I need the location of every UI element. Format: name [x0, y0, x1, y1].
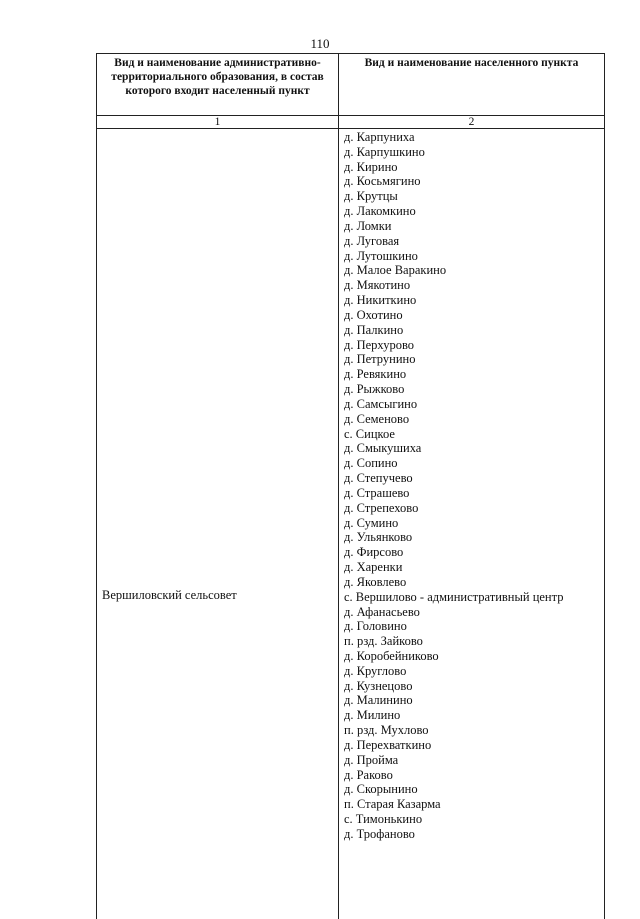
list-item: д. Раково — [344, 767, 393, 782]
list-item: д. Головино — [344, 619, 407, 634]
district-name: Вершиловский сельсовет — [102, 588, 237, 602]
list-item: п. рзд. Зайково — [344, 634, 423, 649]
list-item: п. Старая Казарма — [344, 797, 441, 812]
list-item: д. Перхурово — [344, 337, 415, 352]
settlements-table — [96, 53, 605, 919]
list-item: д. Малое Варакино — [344, 263, 447, 278]
list-item: д. Ломки — [344, 218, 392, 233]
list-item: д. Петрунино — [344, 352, 416, 367]
header-settlement: Вид и наименование населенного пункта — [339, 54, 605, 116]
list-item: д. Харенки — [344, 560, 403, 575]
list-item: д. Пройма — [344, 752, 399, 767]
list-item: д. Сопино — [344, 456, 398, 471]
list-item: д. Карпушкино — [344, 144, 425, 159]
list-item: д. Страшево — [344, 485, 410, 500]
table-row — [97, 129, 605, 919]
header-admin-unit: Вид и наименование административно-территориального образования, в состав которого входит населенный пункт — [97, 54, 339, 116]
list-item: д. Кузнецово — [344, 678, 413, 693]
column-number-2: 2 — [339, 116, 605, 129]
list-item: д. Смыкушиха — [344, 441, 422, 456]
list-item: д. Яковлево — [344, 574, 407, 589]
list-item: д. Косьмягино — [344, 174, 421, 189]
column-number-row — [97, 116, 605, 129]
list-item: с. Вершилово - административный центр — [344, 589, 564, 604]
list-item: с. Тимонькино — [344, 812, 423, 827]
column-number-1: 1 — [97, 116, 339, 129]
header-row — [97, 54, 605, 116]
list-item: п. рзд. Мухлово — [344, 723, 429, 738]
list-item: д. Лакомкино — [344, 204, 416, 219]
settlement-list — [339, 129, 604, 842]
list-item: д. Сумино — [344, 515, 399, 530]
list-item: д. Крутцы — [344, 189, 398, 204]
list-item: д. Семеново — [344, 411, 410, 426]
list-item: д. Палкино — [344, 322, 404, 337]
list-item: д. Фирсово — [344, 545, 404, 560]
list-item: д. Перехваткино — [344, 737, 432, 752]
list-item: д. Ревякино — [344, 367, 407, 382]
list-item: д. Малинино — [344, 693, 413, 708]
list-item: д. Скорынино — [344, 782, 418, 797]
list-item: д. Стрепехово — [344, 500, 419, 515]
list-item: д. Трофаново — [344, 826, 415, 841]
list-item: д. Кирино — [344, 159, 398, 174]
list-item: д. Самсыгино — [344, 396, 418, 411]
list-item: д. Карпуниха — [344, 130, 415, 144]
list-item: д. Никиткино — [344, 293, 417, 308]
list-item: с. Сицкое — [344, 426, 395, 441]
settlement-cell — [339, 129, 605, 919]
list-item: д. Луговая — [344, 233, 400, 248]
list-item: д. Степучево — [344, 471, 413, 486]
list-item: д. Коробейниково — [344, 648, 439, 663]
admin-unit-cell — [97, 129, 339, 919]
list-item: д. Рыжково — [344, 382, 405, 397]
list-item: д. Круглово — [344, 663, 407, 678]
list-item: д. Милино — [344, 708, 401, 723]
list-item: д. Мякотино — [344, 278, 411, 293]
list-item: д. Охотино — [344, 307, 403, 322]
list-item: д. Афанасьево — [344, 604, 420, 619]
page-number: 110 — [310, 36, 330, 51]
list-item: д. Ульянково — [344, 530, 413, 545]
list-item: д. Лутошкино — [344, 248, 418, 263]
